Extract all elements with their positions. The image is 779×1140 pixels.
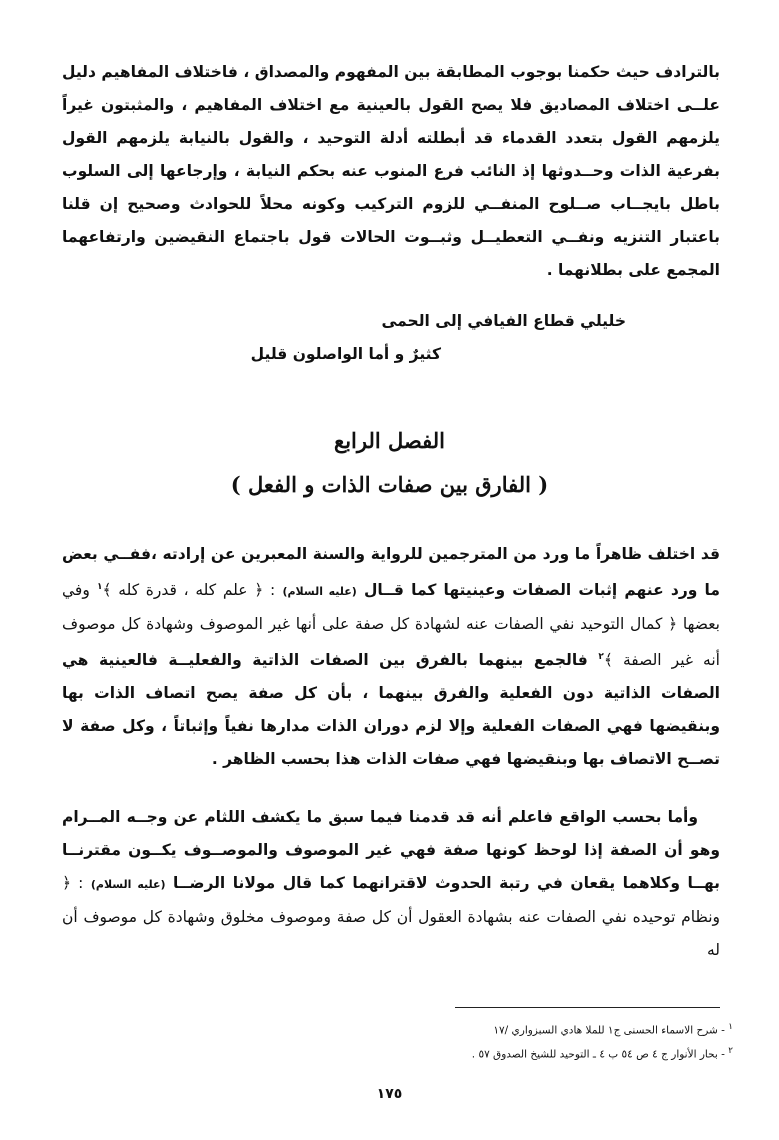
verse-line-1: خليلي قطاع الفيافي إلى الحمى [381, 312, 626, 330]
quotation: : ﴿ ونظام توحيده نفي الصفات عنه بشهادة العقول أن كل صفة وموصوف مخلوق وشهادة كل موصوف أن له [62, 874, 720, 959]
footnote-ref[interactable]: ٢ [598, 652, 604, 663]
footnote-ref[interactable]: ١ [97, 582, 103, 592]
salutation: (عليه السلام) [282, 585, 357, 599]
closing-paragraph [62, 801, 720, 967]
paragraph-text: فالجمع بينهما بالفرق بين الصفات الذاتية والفعليــة فالعينية هي الصفات الذاتية دون الفعلية والفرق بينهما ، بأن كل صفة يصح اتصاف الذات بها وبنقيضها فهي الصفات الفعلية وإلا لزم دوران الذات مدارها نفياً وإثباتاً ، وكل صفة لا تصــح الاتصاف بها وبنقيضها فهي صفات الذات هذا بحسب الظاهر . [62, 651, 720, 769]
footnote-number: ٢ [728, 1046, 733, 1056]
chapter-subtitle: ( الفارق بين صفات الذات و الفعل ) [230, 472, 549, 497]
paragraph-text: قد اختلف ظاهراً ما ورد من المترجمين للرواية والسنة المعبرين عن إرادته ،ففــي [103, 545, 720, 563]
section-paragraph [62, 538, 720, 776]
opening-paragraph: بالترادف حيث حكمنا بوجوب المطابقة بين المفهوم والمصداق ، فاختلاف المفاهيم دليل علــى اختلاف المصاديق فلا يصح القول بالعينية مع اختلاف المفاهيم ، والمثبتون غيراً يلزمهم القول بتعدد القدماء قد أبطلته أدلة التوحيد ، والقول بالنيابة يلزمهم القول بفرعية الذات وحــدوثها إذ النائب فرع المنوب عنه بحكم النيابة ، وإرجاعها إلى السلوب باطل بايجــاب صــلوح المنفــي للزوم التركيب وكونه محلاً للحوادث وصحيح إن قلنا باعتبار التنزيه ونفــي التعطيــل وثبــوت الحالات قول باجتماع النقيضين وارتفاعهما المجمع على بطلانهما . [62, 63, 720, 279]
page-number: ١٧٥ [376, 1086, 403, 1102]
footnote-divider [455, 1007, 720, 1008]
footnote-2 [472, 1046, 733, 1061]
paragraph-text: وأما بحسب الواقع فاعلم أنه قد قدمنا فيما سبق ما يكشف اللثام عن وجــه المــرام وهو أن الصفة إذا لوحظ كونها صفة فهي غير الموصوف والموصــوف يكــون مقترنــا بهــا وكلاهما يقعان في رتبة الحدوث لاقترانهما كما قال مولانا الرضــا [62, 808, 721, 892]
footnote-text: - شرح الاسماء الحسنى ج١ للملا هادي السبزواري /١٧ [493, 1024, 725, 1037]
quotation: وفي بعضها ﴿ كمال التوحيد نفي الصفات عنه لشهادة كل صفة على أنها غير الموصوف [62, 581, 720, 634]
verse-line-2: كثيرٌ و أما الواصلون قليل [250, 345, 441, 363]
footnote-1 [493, 1022, 733, 1037]
salutation: (عليه السلام) [90, 878, 166, 891]
quotation: وشهادة كل موصوف أنه غير الصفة ﴾ [62, 615, 720, 670]
paragraph-text: بعض ما ورد عنهم إثبات الصفات وعينيتها كما قــال [62, 545, 720, 600]
footnote-text: - بحار الأنوار ج ٤ ص ٥٤ ب ٤ ـ التوحيد للشيخ الصدوق ٥٧ . [471, 1048, 725, 1061]
chapter-title: الفصل الرابع [334, 428, 445, 453]
footnote-number: ١ [728, 1022, 733, 1032]
quotation: : ﴿ علم كله ، قدرة كله ﴾ [102, 581, 276, 600]
